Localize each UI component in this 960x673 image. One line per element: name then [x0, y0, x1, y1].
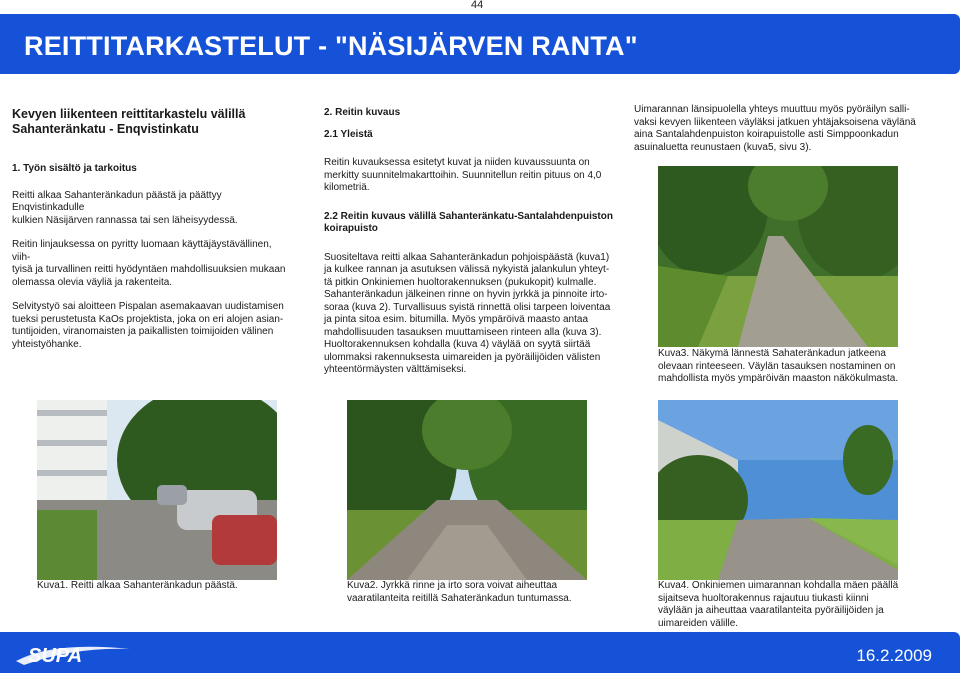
- photo-kuva1: [37, 400, 277, 580]
- report-heading: Kevyen liikenteen reittitarkastelu välillä Sahanteränkatu - Enqvistinkatu: [12, 107, 246, 136]
- route-description-column: [324, 107, 624, 389]
- svg-text:SUPA: SUPA: [28, 645, 83, 667]
- caption-kuva1: Kuva1. Reitti alkaa Sahanteränkadun päästä.: [37, 580, 238, 591]
- section-heading-2: 2. Reitin kuvaus: [324, 107, 401, 118]
- photo-kuva2: [347, 400, 587, 580]
- paragraph-route-section: Suositeltava reitti alkaa Sahanteränkadun pohjoispäästä (kuva1) ja kulkee rannan ja asutuksen välissä nykyistä jalankulun yhteyt- tä pitkin Onkiniemen huoltorakennuksen (pukukopit) kulmalle. Sahanteränkadun jälkeinen rinne on hyvin jyrkkä ja pinnoite irto- soraa (kuva 2). Turvallisuus syistä rinnettä olisi tarpeen loiventaa ja pinta sitoa esim. bitumilla. Myös ympäröivä maasto antaa mahdollisuuden tasauksen muuttamiseen rinteen alla (kuva 3). Huoltorakennuksen kohdalla (kuva 4) väylää on syytä siirtää ulommaksi rakennuksesta uimareiden ja pyöräilijöiden välisten yhteentörmäysten välttämiseksi.: [324, 251, 611, 375]
- caption-kuva3: Kuva3. Näkymä lännestä Sahateränkadun jatkeena olevaan rinteeseen. Väylän tasauksen nostaminen on mahdollista myös ympäröivän maaston näkökulmasta.: [658, 348, 899, 384]
- intro-column: [12, 107, 292, 363]
- route-continuation-column: [634, 104, 924, 166]
- paragraph-west-connection: Uimarannan länsipuolella yhteys muuttuu myös pyöräilyn salli- vaksi kevyen liikenteen väyläksi jatkuen yhtäjaksoisena väylänä aina Santalahdenpuiston koirapuistolle asti Simppoonkadun asuinaluetta reunustaen (kuva5, sivu 3).: [634, 104, 916, 153]
- caption-kuva2: Kuva2. Jyrkkä rinne ja irto sora voivat aiheuttaa vaaratilanteita reitillä Sahateränkadun tuntumassa.: [347, 580, 572, 604]
- paragraph-project-origin: Selvitystyö sai aloitteen Pispalan asemakaavan uudistamisen tueksi perustetusta KaOs projektista, joka on eri alojen asian- tuntijoiden, viranomaisten ja paikallisten toimijoiden välinen yhteistyöhanke.: [12, 301, 284, 350]
- title-banner: [0, 14, 960, 74]
- photo-kuva4: [658, 400, 898, 580]
- page-title: REITTITARKASTELUT - "NÄSIJÄRVEN RANTA": [24, 31, 638, 61]
- page-number: 44: [471, 0, 484, 11]
- paragraph-route-start: Reitti alkaa Sahanteränkadun päästä ja päättyy Enqvistinkadulle kulkien Näsijärven rannassa tai sen läheisyydessä.: [12, 189, 238, 226]
- paragraph-general: Reitin kuvauksessa esitetyt kuvat ja niiden kuvaussuunta on merkitty suunnitelmakarttoihin. Suunnitellun reitin pituus on 4,0 kilometriä.: [324, 157, 602, 193]
- supa-logo-icon: [14, 639, 132, 669]
- footer-date: 16.2.2009: [856, 646, 932, 665]
- subsection-heading-2-1: 2.1 Yleistä: [324, 128, 373, 140]
- caption-kuva4: Kuva4. Onkiniemen uimarannan kohdalla mäen päällä sijaitseva huoltorakennus rajautuu tiukasti kiinni väylään ja aiheuttaa vaaratilanteita pyöräilijöiden ja uimareiden välille.: [658, 580, 899, 629]
- subsection-heading-2-2: 2.2 Reitin kuvaus välillä Sahanteränkatu-Santalahdenpuiston koirapuisto: [324, 210, 613, 234]
- photo-kuva3: [658, 166, 898, 347]
- footer-bar: [0, 632, 960, 673]
- section-heading-1: 1. Työn sisältö ja tarkoitus: [12, 163, 137, 174]
- paragraph-route-aims: Reitin linjauksessa on pyritty luomaan käyttäjäystävällinen, viih- tyisä ja turvallinen reitti hyödyntäen mahdollisuuksien mukaan olemassa olevia väyliä ja rakenteita.: [12, 239, 286, 288]
